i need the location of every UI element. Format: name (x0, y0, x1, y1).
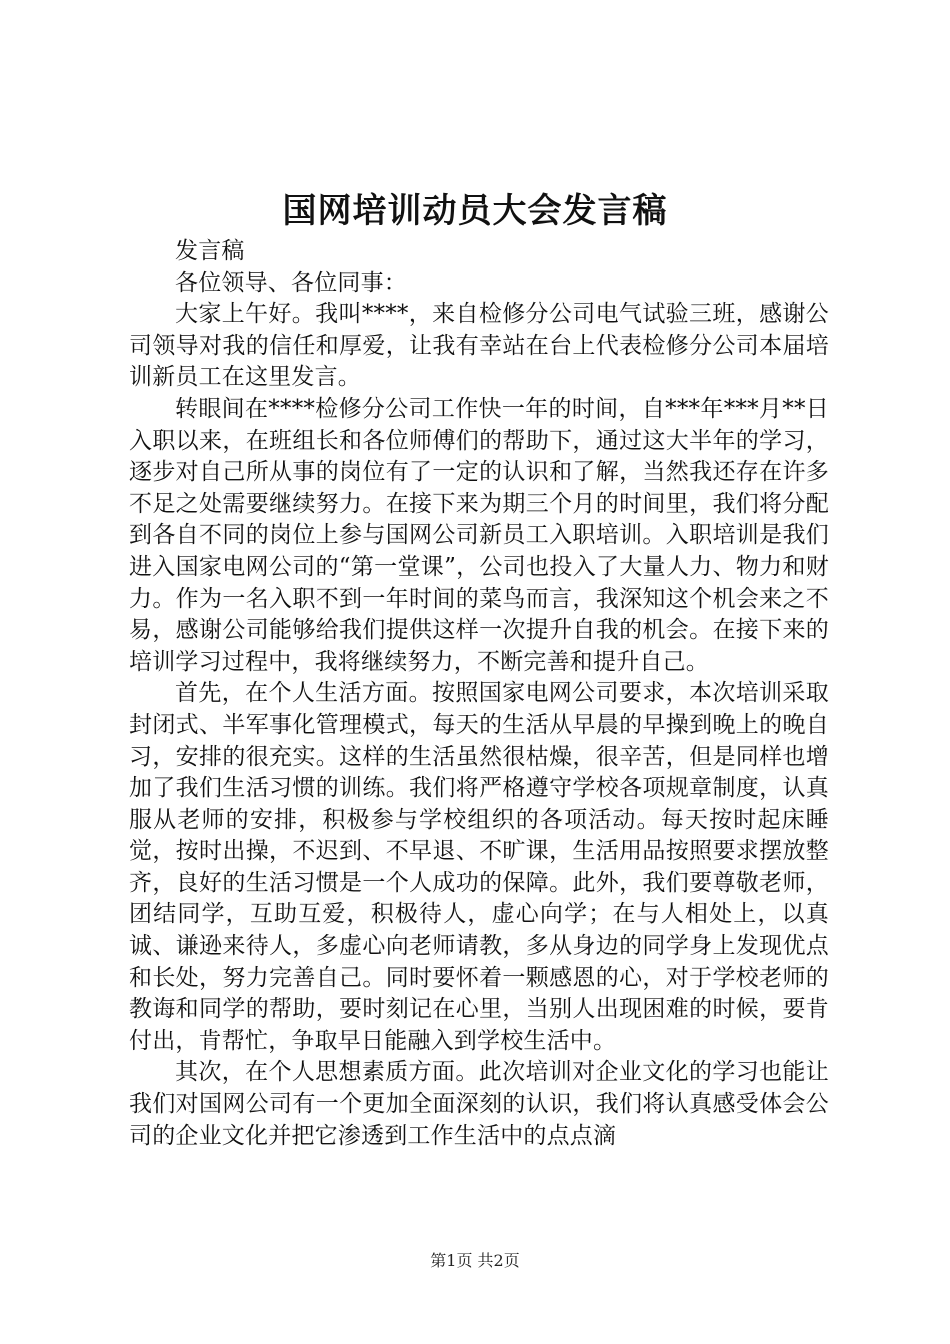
paragraph-introduction: 大家上午好。我叫****，来自检修分公司电气试验三班，感谢公司领导对我的信任和厚爱，让我有幸站在台上代表检修分公司本届培训新员工在这里发言。 (129, 301, 829, 391)
paragraph-background: 转眼间在****检修分公司工作快一年的时间，自***年***月**日入职以来，在班组长和各位师傅们的帮助下，通过这大半年的学习，逐步对自己所从事的岗位有了一定的认识和了解，当然我还存在许多不足之处需要继续努力。在接下来为期三个月的时间里，我们将分配到各自不同的岗位上参与国网公司新员工入职培训。入职培训是我们进入国家电网公司的“第一堂课”，公司也投入了大量人力、物力和财力。作为一名入职不到一年时间的菜鸟而言，我深知这个机会来之不易，感谢公司能够给我们提供这样一次提升自我的机会。在接下来的培训学习过程中，我将继续努力，不断完善和提升自己。 (129, 395, 829, 675)
document-title: 国网培训动员大会发言稿 (282, 191, 668, 231)
paragraph-ideology: 其次，在个人思想素质方面。此次培训对企业文化的学习也能让我们对国网公司有一个更加全面深刻的认识，我们将认真感受体会公司的企业文化并把它渗透到工作生活中的点点滴 (129, 1059, 829, 1149)
paragraph-heading-label: 发言稿 (175, 238, 245, 264)
document-body (129, 236, 829, 1152)
page-footer: 第1页 共2页 (430, 1251, 520, 1270)
paragraph-salutation: 各位领导、各位同事： (175, 269, 407, 296)
paragraph-personal-life: 首先，在个人生活方面。按照国家电网公司要求，本次培训采取封闭式、半军事化管理模式，每天的生活从早晨的早操到晚上的晚自习，安排的很充实。这样的生活虽然很枯燥，很辛苦，但是同样也增加了我们生活习惯的训练。我们将严格遵守学校各项规章制度，认真服从老师的安排，积极参与学校组织的各项活动。每天按时起床睡觉，按时出操，不迟到、不早退、不旷课，生活用品按照要求摆放整齐，良好的生活习惯是一个人成功的保障。此外，我们要尊敬老师，团结同学，互助互爱，积极待人，虚心向学；在与人相处上，以真诚、谦逊来待人，多虚心向老师请教，多从身边的同学身上发现优点和长处，努力完善自己。同时要怀着一颗感恩的心，对于学校老师的教诲和同学的帮助，要时刻记在心里，当别人出现困难的时候，要肯付出，肯帮忙，争取早日能融入到学校生活中。 (129, 680, 829, 1054)
